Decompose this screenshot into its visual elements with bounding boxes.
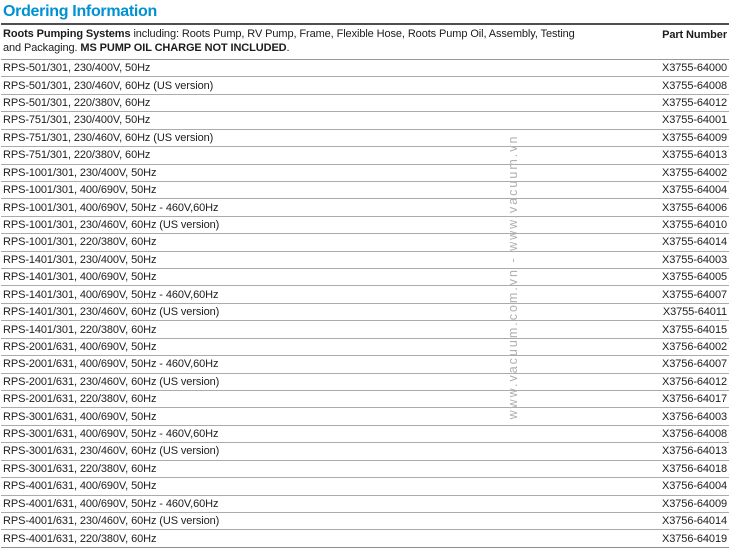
row-description: RPS-751/301, 230/460V, 60Hz (US version) — [3, 131, 214, 144]
row-description: RPS-3001/631, 400/690V, 50Hz — [3, 410, 157, 423]
row-description: RPS-2001/631, 400/690V, 50Hz - 460V,60Hz — [3, 358, 219, 371]
row-description: RPS-1401/301, 400/690V, 50Hz - 460V,60Hz — [3, 288, 219, 301]
ordering-table — [1, 23, 729, 548]
row-description: RPS-3001/631, 220/380V, 60Hz — [3, 462, 157, 475]
row-part-number: X3755-64007 — [662, 288, 727, 301]
table-row — [1, 234, 729, 251]
ordering-table-body — [1, 60, 729, 548]
row-description: RPS-4001/631, 220/380V, 60Hz — [3, 532, 157, 545]
row-part-number: X3756-64003 — [662, 410, 727, 423]
row-description: RPS-4001/631, 400/690V, 50Hz - 460V,60Hz — [3, 497, 219, 510]
row-description: RPS-4001/631, 230/460V, 60Hz (US version) — [3, 515, 220, 528]
row-part-number: X3755-64005 — [662, 271, 727, 284]
table-row — [1, 374, 729, 391]
row-part-number: X3755-64003 — [662, 253, 727, 266]
row-part-number: X3755-64002 — [662, 166, 727, 179]
row-part-number: X3756-64004 — [662, 480, 727, 493]
row-description: RPS-1401/301, 220/380V, 60Hz — [3, 323, 157, 336]
header-oil-charge-note: MS PUMP OIL CHARGE NOT INCLUDED — [80, 41, 287, 54]
row-description: RPS-3001/631, 400/690V, 50Hz - 460V,60Hz — [3, 428, 219, 441]
row-part-number: X3756-64007 — [662, 358, 727, 371]
table-row — [1, 112, 729, 129]
row-part-number: X3756-64008 — [662, 428, 727, 441]
header-description-period: . — [286, 41, 290, 54]
row-part-number: X3755-64010 — [662, 219, 727, 231]
row-description: RPS-2001/631, 230/460V, 60Hz (US version) — [3, 375, 220, 388]
table-row — [1, 443, 729, 460]
row-description: RPS-1001/301, 230/460V, 60Hz (US version) — [3, 219, 220, 231]
row-part-number: X3755-64006 — [662, 201, 727, 214]
row-description: RPS-1401/301, 230/400V, 50Hz — [3, 253, 157, 266]
header-product-name: Roots Pumping Systems — [3, 28, 131, 40]
table-row — [1, 321, 729, 338]
table-row — [1, 530, 729, 547]
row-part-number: X3756-64012 — [662, 375, 727, 388]
table-row — [1, 147, 729, 164]
table-row — [1, 182, 729, 199]
header-description-text: including: Roots Pump, RV Pump, Frame, Flexible Hose, Roots Pump Oil, Assembly, Testing and Packaging. — [3, 28, 575, 54]
table-row — [1, 426, 729, 443]
row-description: RPS-2001/631, 220/380V, 60Hz — [3, 393, 157, 406]
row-description: RPS-1001/301, 230/400V, 50Hz — [3, 166, 157, 179]
row-description: RPS-1001/301, 220/380V, 60Hz — [3, 236, 157, 249]
row-part-number: X3755-64004 — [662, 184, 727, 197]
table-row — [1, 60, 729, 77]
row-part-number: X3756-64002 — [662, 340, 727, 353]
row-part-number: X3756-64009 — [662, 497, 727, 510]
row-description: RPS-501/301, 220/380V, 60Hz — [3, 97, 151, 110]
row-description: RPS-2001/631, 400/690V, 50Hz — [3, 340, 157, 353]
row-description: RPS-501/301, 230/460V, 60Hz (US version) — [3, 79, 214, 92]
row-part-number: X3755-64011 — [662, 306, 727, 319]
row-description: RPS-1401/301, 400/690V, 50Hz — [3, 271, 157, 284]
table-row — [1, 461, 729, 478]
page-title: Ordering Information — [3, 3, 158, 20]
row-part-number: X3756-64013 — [662, 445, 727, 458]
row-description: RPS-1401/301, 230/460V, 60Hz (US version) — [3, 306, 220, 319]
table-row — [1, 356, 729, 373]
row-part-number: X3755-64015 — [662, 323, 727, 336]
row-part-number: X3755-64001 — [662, 114, 727, 127]
table-row — [1, 408, 729, 425]
table-row — [1, 304, 729, 321]
table-row — [1, 496, 729, 513]
row-part-number: X3756-64017 — [662, 393, 727, 406]
table-row — [1, 513, 729, 530]
row-part-number: X3756-64019 — [662, 532, 727, 545]
watermark: www.vacuum.com.vn - www.vacuum.vn — [506, 134, 520, 420]
row-description: RPS-3001/631, 230/460V, 60Hz (US version) — [3, 445, 220, 458]
row-part-number: X3756-64014 — [662, 515, 727, 528]
row-description: RPS-4001/631, 400/690V, 50Hz — [3, 480, 157, 493]
table-row — [1, 199, 729, 216]
table-header-description — [3, 28, 578, 55]
row-description: RPS-501/301, 230/400V, 50Hz — [3, 62, 151, 75]
table-header-row — [1, 25, 729, 60]
table-row — [1, 269, 729, 286]
row-description: RPS-751/301, 230/400V, 50Hz — [3, 114, 151, 127]
row-part-number: X3755-64008 — [662, 79, 727, 92]
row-part-number: X3755-64000 — [662, 62, 727, 75]
row-part-number: X3755-64013 — [662, 149, 727, 162]
table-row — [1, 252, 729, 269]
table-row — [1, 478, 729, 495]
row-part-number: X3756-64018 — [662, 462, 727, 475]
table-header-part-number: Part Number — [662, 29, 727, 41]
row-part-number: X3755-64009 — [662, 131, 727, 144]
table-row — [1, 95, 729, 112]
table-row — [1, 339, 729, 356]
table-row — [1, 391, 729, 408]
table-row — [1, 286, 729, 303]
row-description: RPS-1001/301, 400/690V, 50Hz - 460V,60Hz — [3, 201, 219, 214]
table-row — [1, 165, 729, 182]
table-row — [1, 77, 729, 94]
row-part-number: X3755-64012 — [662, 97, 727, 110]
table-row — [1, 217, 729, 234]
row-part-number: X3755-64014 — [662, 236, 727, 249]
row-description: RPS-1001/301, 400/690V, 50Hz — [3, 184, 157, 197]
row-description: RPS-751/301, 220/380V, 60Hz — [3, 149, 151, 162]
table-row — [1, 130, 729, 147]
